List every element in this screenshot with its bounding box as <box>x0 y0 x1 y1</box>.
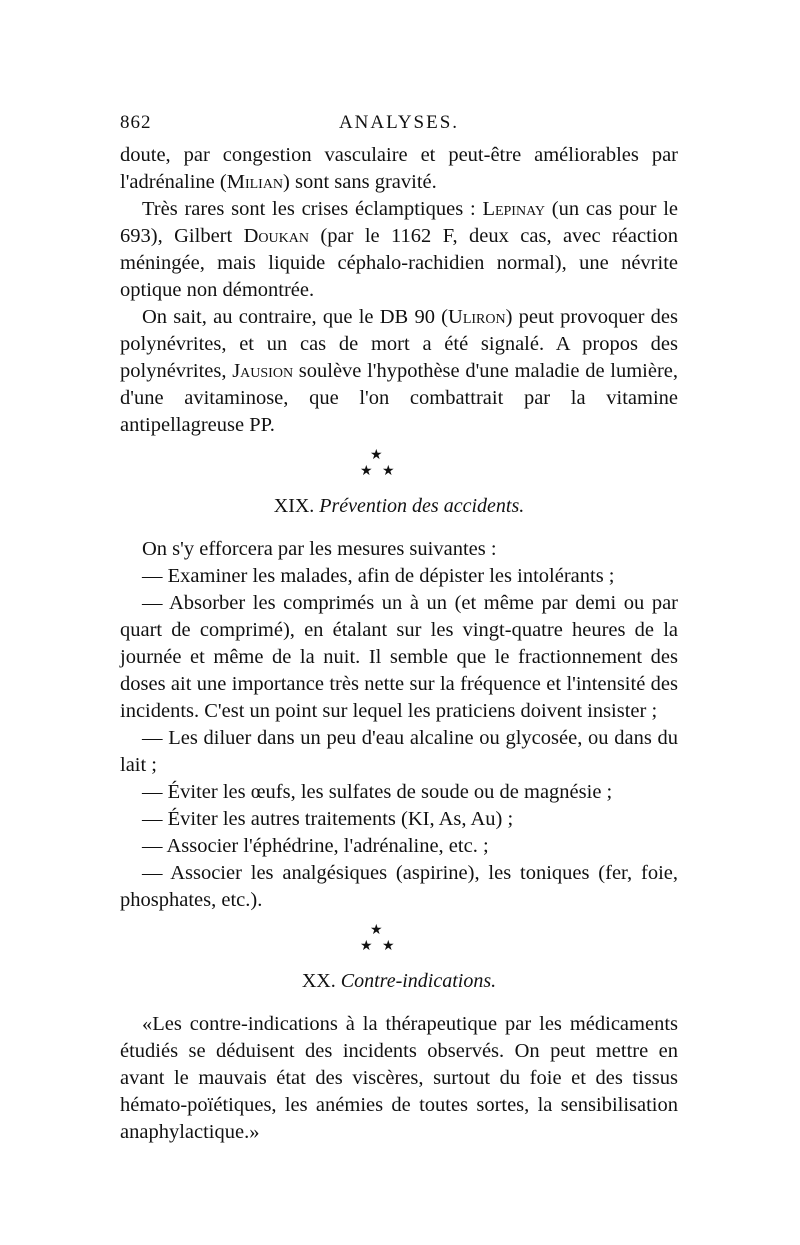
paragraph <box>120 142 678 196</box>
list-item: — Éviter les autres traitements (KI, As, Au) ; <box>142 808 514 830</box>
page <box>120 112 678 1146</box>
running-title: ANALYSES. <box>338 112 460 133</box>
asterism-separator <box>120 443 678 485</box>
section-title: Contre-indications. <box>340 970 497 992</box>
author-name: Doukan <box>243 225 309 247</box>
star-icon: ★ <box>360 464 373 479</box>
list-item: — Éviter les œufs, les sulfates de soude ou de magnésie ; <box>142 781 613 803</box>
asterism-separator <box>120 918 678 960</box>
author-name: Uliron <box>448 306 506 328</box>
paragraph: On s'y efforcera par les mesures suivantes : <box>142 538 497 560</box>
section-number: XIX. <box>273 495 315 517</box>
star-icon: ★ <box>360 939 373 954</box>
paragraph-text: doute, par congestion vasculaire et peut-être améliorables par l'adrénaline ( <box>120 144 678 193</box>
list-item: — Absorber les comprimés un à un (et même par demi ou par quart de comprimé), en étalant sur les vingt-quatre heures de la journée et même de la nuit. Il semble que le fractionnement des doses ait une importance très nette sur la fréquence et l'intensité des incidents. C'est un point sur lequel les praticiens doivent insister ; <box>120 592 678 722</box>
running-head <box>120 112 678 142</box>
author-name: Milian <box>226 171 284 193</box>
paragraph-text: ) sont sans gravité. <box>283 171 437 193</box>
paragraph-text: Très rares sont les crises éclamptiques : <box>142 198 483 220</box>
list-item: — Associer l'éphédrine, l'adrénaline, etc. ; <box>142 835 489 857</box>
measures-list <box>120 563 678 914</box>
section-title: Prévention des accidents. <box>319 495 525 517</box>
section-number: XX. <box>301 970 336 992</box>
section-heading <box>120 493 678 520</box>
paragraph <box>120 196 678 304</box>
list-item: — Associer les analgésiques (aspirine), les toniques (fer, foie, phosphates, etc.). <box>120 862 678 911</box>
star-icon: ★ <box>370 448 383 463</box>
list-item: — Les diluer dans un peu d'eau alcaline ou glycosée, ou dans du lait ; <box>120 727 678 776</box>
section-heading <box>120 968 678 995</box>
paragraph-text: soulève l'hypothèse d'une maladie de lumière, d'une avitaminose, que l'on combattrait par la vitamine antipellagreuse PP. <box>120 360 678 436</box>
star-icon: ★ <box>382 464 395 479</box>
list-item: — Examiner les malades, afin de dépister les intolérants ; <box>142 565 615 587</box>
paragraph-text: (un cas pour le 693), Gilbert <box>120 198 678 247</box>
star-icon: ★ <box>382 939 395 954</box>
page-number: 862 <box>120 112 152 133</box>
paragraph-text: (par le 1162 F, deux cas, avec réaction méningée, mais liquide céphalo-rachidien normal), une névrite optique non démontrée. <box>120 225 678 301</box>
author-name: Lepinay <box>482 198 546 220</box>
paragraph-text: On sait, au contraire, que le DB 90 ( <box>142 306 449 328</box>
author-name: Jausion <box>232 360 294 382</box>
star-icon: ★ <box>370 923 383 938</box>
paragraph-text: ) peut provoquer des polynévrites, et un cas de mort a été signalé. A propos des polynévrites, <box>120 306 678 382</box>
paragraph <box>120 304 678 439</box>
paragraph: «Les contre-indications à la thérapeutique par les médicaments étudiés se déduisent des incidents observés. On peut mettre en avant le mauvais état des viscères, surtout du foie et des tissus hémato-poïétiques, les anémies de toutes sortes, la sensibilisation anaphylactique.» <box>120 1013 678 1143</box>
